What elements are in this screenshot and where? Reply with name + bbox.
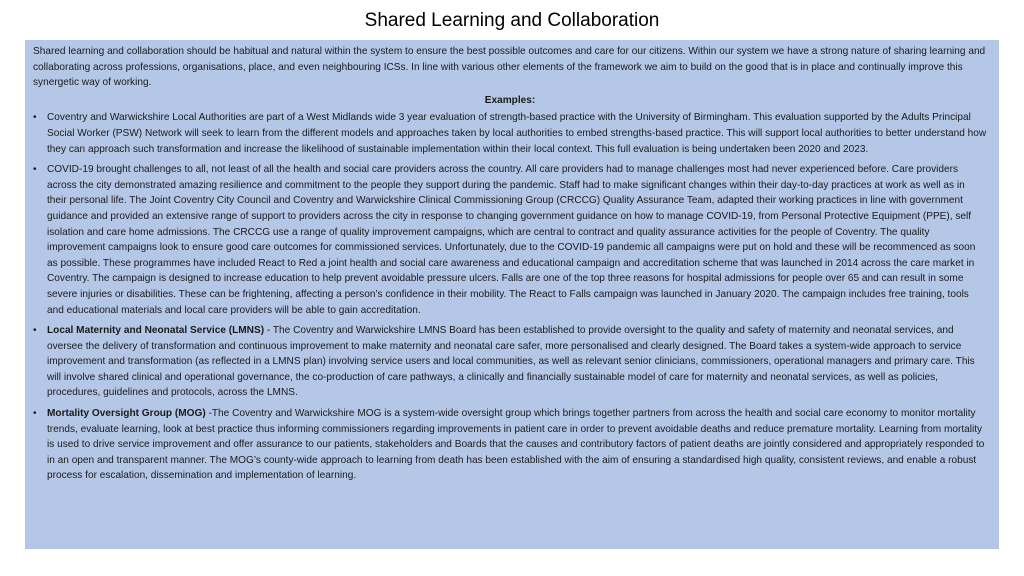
bullet-icon: •	[33, 112, 37, 124]
bullet-icon: •	[33, 408, 37, 420]
example-text: -The Coventry and Warwickshire MOG is a system-wide oversight group which brings together partners from across the health and social care economy to monitor mortality trends, evaluate learning, look at best practice thus informing commissioners regarding improvements in patient care in order to prevent avoidable deaths and reduce premature mortality. Learning from mortality is used to drive service improvement and offer assurance to our patients, stakeholders and Boards that the causes and contributory factors of patient deaths are jointly considered and appropriately responded to in an open and transparent manner. The MOG’s county-wide approach to learning from death has been established with the aim of ensuring a standardised high quality, consistent reviews, and enable a robust process for escalation, dissemination and implementation of learning.	[47, 408, 985, 482]
intro-paragraph: Shared learning and collaboration should be habitual and natural within the system to ensure the best possible outcomes and care for our citizens. Within our system we have a strong nature of sharing learning and collaborating across professions, organisations, place, and even neighbouring ICSs. In line with various other elements of the framework we aim to build on the good that is in place and continually improve this synergetic way of working.	[33, 46, 986, 89]
page-title: Shared Learning and Collaboration	[364, 10, 660, 31]
bullet-icon: •	[33, 164, 37, 176]
example-text: Coventry and Warwickshire Local Authorities are part of a West Midlands wide 3 year evaluation of strength-based practice with the University of Birmingham. This evaluation supported by the Adults Principal Social Worker (PSW) Network will seek to learn from the different models and approaches taken by local authorities to embed strengths-based practice. This will support local authorities to better understand how they can approach such transformation and increase the likelihood of sustainable implementation within their local context. This full evaluation is being undertaken been 2020 and 2023.	[47, 112, 987, 155]
list-item	[33, 323, 987, 401]
bullet-icon: •	[33, 325, 37, 337]
content-box	[25, 40, 999, 549]
examples-heading: Examples:	[484, 94, 536, 106]
list-item	[33, 406, 987, 484]
example-text: - The Coventry and Warwickshire LMNS Board has been established to provide oversight to the quality and safety of maternity and neonatal services, and oversee the delivery of transformation and continuous improvement to make maternity and neonatal care safer, more personalised and clearly designed. The Board takes a system-wide approach to service improvement and transformation (as reflected in a LMNS plan) involving service users and local communities, as well as relevant senior clinicians, commissioners, operational managers and primary care. This will involve shared clinical and operational governance, the co-production of care pathways, a clinically and financially sustainable model of care for maternity and neonatal services, as well as policies, procedures, guidelines and protocols, across the LMNS.	[47, 325, 975, 399]
list-item	[33, 162, 987, 318]
examples-list	[33, 110, 987, 484]
example-text: COVID-19 brought challenges to all, not least of all the health and social care providers across the country. All care providers had to manage challenges most had never experienced before. Care providers across the city demonstrated amazing resilience and commitment to the people they support during the pandemic. Staff had to make significant changes within their day-to-day practices at work as well as in their personal life. The Joint Coventry City Council and Coventry and Warwickshire Clinical Commissioning Group (CRCCG) Quality Assurance Team, adapted their working practices in line with government guidance and provided an extensive range of support to providers across the city in response to changing government guidance on how to manage COVID-19, from Personal Protective Equipment (PPE), self isolation and care home admissions. The CRCCG use a range of quality improvement campaigns, which are central to contract and quality assurance activities for the people of Coventry. The quality improvement campaigns look to ensure good care outcomes for commissioned services. Unfortunately, due to the COVID-19 pandemic all campaigns were put on hold and these will be recommenced as soon as possible. These programmes have included React to Red a joint health and social care awareness and educational campaign and accreditation scheme that was launched in 2014 across the care market in Coventry. The campaign is designed to increase education to help prevent avoidable pressure ulcers. Falls are one of the top three reasons for hospital admissions for people over 65 and can result in some severe injuries or disabilities. These can be frightening, affecting a person’s confidence in their mobility. The React to Falls campaign was launched in January 2020. The campaign includes free training, tools and educational materials and local care providers will be able to gain accreditation.	[47, 164, 976, 316]
list-item	[33, 110, 987, 157]
example-lead: Local Maternity and Neonatal Service (LMNS)	[47, 325, 265, 337]
example-lead: Mortality Oversight Group (MOG)	[47, 408, 206, 420]
